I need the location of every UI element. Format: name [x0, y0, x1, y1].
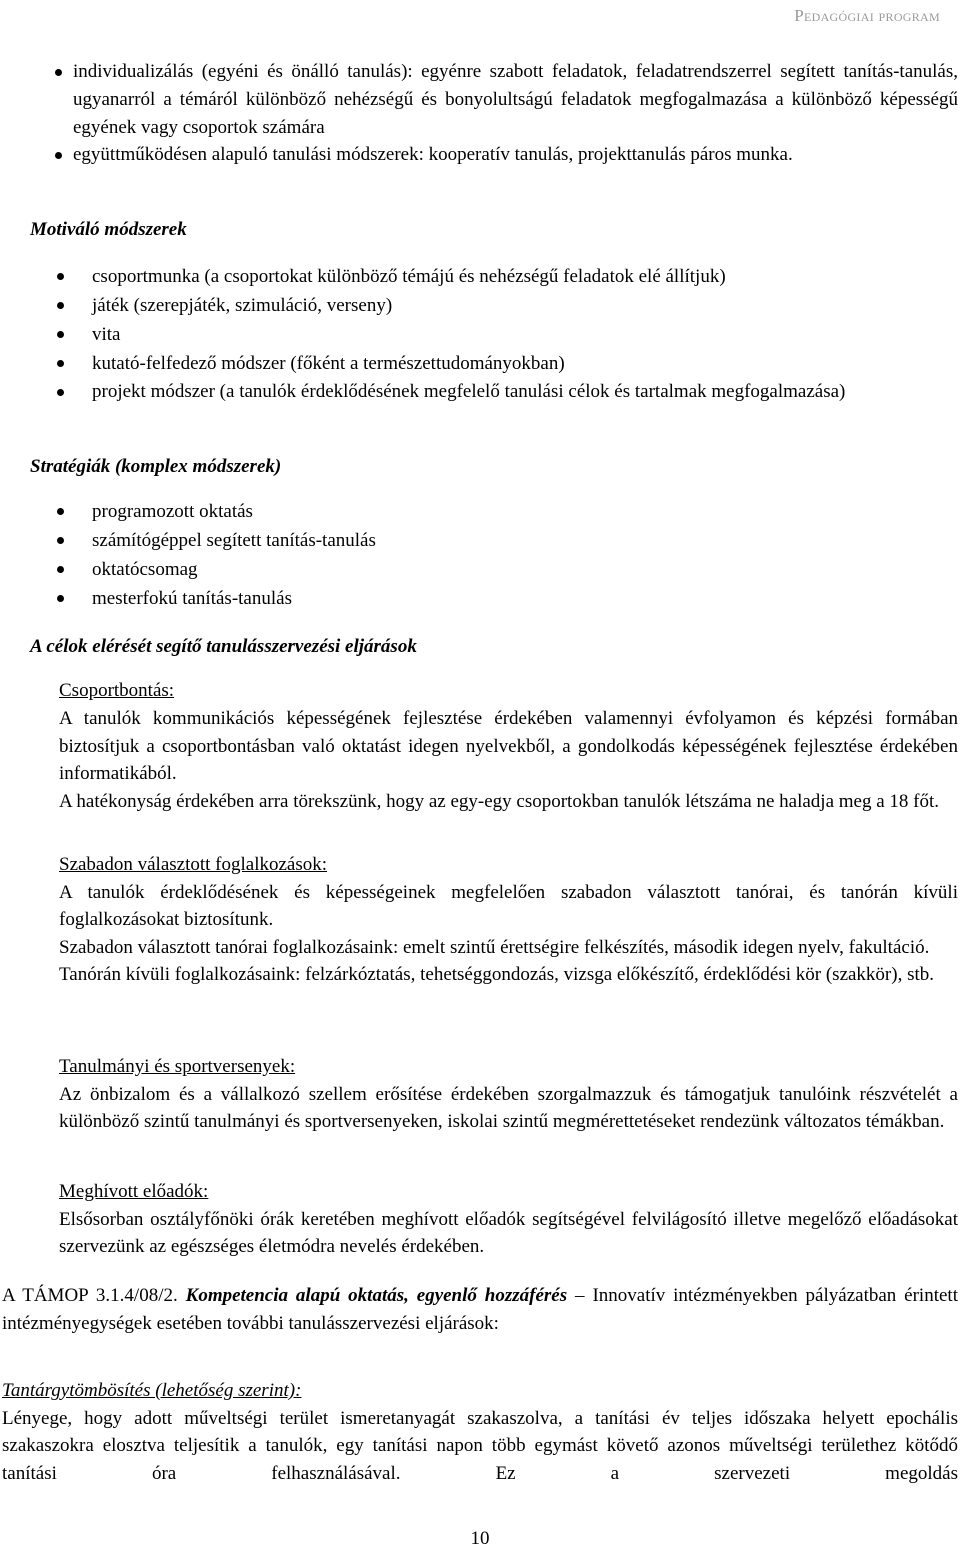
- motivalo-list: [92, 262, 958, 406]
- subsection-title: Tantárgytömbösítés (lehetőség szerint):: [2, 1380, 302, 1401]
- paragraph: A tanulók érdeklődésének és képességeinek megfelelően szabadon választott tanórai, és tanórán kívüli foglalkozásokat biztosítunk.: [59, 881, 958, 930]
- paragraph: A hatékonyság érdekében arra törekszünk, hogy az egy-egy csoportokban tanulók létszáma ne haladja meg a 18 főt.: [59, 791, 940, 813]
- subsection-title: Csoportbontás:: [59, 680, 175, 701]
- subsection-title: Tanulmányi és sportversenyek:: [59, 1056, 296, 1077]
- subsection-title: Meghívott előadók:: [59, 1181, 209, 1202]
- subsection-csoportbontas: [59, 677, 958, 816]
- strategiak-list: [92, 497, 958, 613]
- bullet-icon: [55, 69, 62, 76]
- paragraph: Tanórán kívüli foglalkozásaink: felzárkóztatás, tehetséggondozás, vizsga előkészítő, érdeklődési kör (szakkör), stb.: [59, 964, 935, 985]
- list-item: oktatócsomag: [92, 555, 958, 584]
- bullet-icon: [57, 537, 64, 544]
- section-heading-motivalo: Motiváló módszerek: [30, 219, 187, 240]
- bullet-icon: [57, 360, 64, 367]
- list-item: individualizálás (egyéni és önálló tanulás): egyénre szabott feladatok, feladatrendszerrel segített tanítás-tanulás, ugyanarról a témáról különböző nehézségű és bonyolultságú feladatok megfogalmazása a különböző képességű egyének vagy csoportok számára: [73, 58, 958, 141]
- list-item: projekt módszer (a tanulók érdeklődésének megfelelő tanulási célok és tartalmak megfogalmazása): [92, 378, 958, 406]
- subsection-title: Szabadon választott foglalkozások:: [59, 854, 328, 875]
- bullet-icon: [55, 152, 62, 159]
- subsection-tantargy: [2, 1377, 958, 1487]
- page-number: 10: [470, 1528, 490, 1549]
- bullet-icon: [57, 508, 64, 515]
- tamop-title: Kompetencia alapú oktatás, egyenlő hozzáférés: [185, 1285, 568, 1306]
- subsection-szabadon: [59, 851, 958, 989]
- paragraph: Az önbizalom és a vállalkozó szellem erősítése érdekében szorgalmazzuk és támogatjuk tanulóink részvételét a különböző szintű tanulmányi és sportversenyeken, iskolai szintű megmérettetéseket rendezünk változatos témákban.: [59, 1083, 958, 1132]
- list-item: csoportmunka (a csoportokat különböző témájú és nehézségű feladatok elé állítjuk): [92, 262, 958, 291]
- bullet-icon: [57, 389, 64, 396]
- list-item: mesterfokú tanítás-tanulás: [92, 584, 958, 613]
- top-list: [73, 58, 958, 169]
- list-item: kutató-felfedező módszer (főként a természettudományokban): [92, 349, 958, 378]
- list-item: együttműködésen alapuló tanulási módszerek: kooperatív tanulás, projekttanulás páros munka.: [73, 141, 958, 169]
- tamop-paragraph: A TÁMOP 3.1.4/08/2. Kompetencia alapú oktatás, egyenlő hozzáférés – Innovatív intézményekben pályázatban érintett intézményegységek esetében további tanulásszervezési eljárások:: [2, 1285, 958, 1334]
- list-item: játék (szerepjáték, szimuláció, verseny): [92, 291, 958, 320]
- list-item: programozott oktatás: [92, 497, 958, 526]
- bullet-icon: [57, 331, 64, 338]
- running-header: Pedagógiai program: [794, 6, 940, 25]
- subsection-versenyek: [59, 1053, 958, 1136]
- paragraph: Lényege, hogy adott műveltségi terület ismeretanyagát szakaszolva, a tanítási év teljes időszaka helyett epochális szakaszokra elosztva teljesítik a tanulók, egy tanítási napon több egymást követő azonos műveltségi területhez kötődő tanítási óra felhasználásával. Ez a szervezeti megoldás: [2, 1407, 958, 1484]
- list-item: számítógéppel segített tanítás-tanulás: [92, 526, 958, 555]
- list-item: vita: [92, 320, 958, 349]
- paragraph: Szabadon választott tanórai foglalkozásaink: emelt szintű érettségire felkészítés, második idegen nyelv, fakultáció.: [59, 936, 930, 958]
- paragraph: A tanulók kommunikációs képességének fejlesztése érdekében valamennyi évfolyamon és képzési formában biztosítjuk a csoportbontásban való oktatást idegen nyelvekből, a gondolkodás képességének fejlesztése érdekében informatikából.: [59, 707, 958, 785]
- section-heading-eljarasok: A célok elérését segítő tanulásszervezési eljárások: [30, 636, 417, 657]
- bullet-icon: [57, 302, 64, 309]
- subsection-eloadok: [59, 1178, 958, 1261]
- section-heading-strategiak: Stratégiák (komplex módszerek): [30, 456, 282, 477]
- bullet-icon: [57, 566, 64, 573]
- paragraph: Elsősorban osztályfőnöki órák keretében meghívott előadók segítségével felvilágosító illetve megelőző előadásokat szervezünk az egészséges életmódra nevelés érdekében.: [59, 1208, 958, 1257]
- bullet-icon: [57, 595, 64, 602]
- bullet-icon: [57, 273, 64, 280]
